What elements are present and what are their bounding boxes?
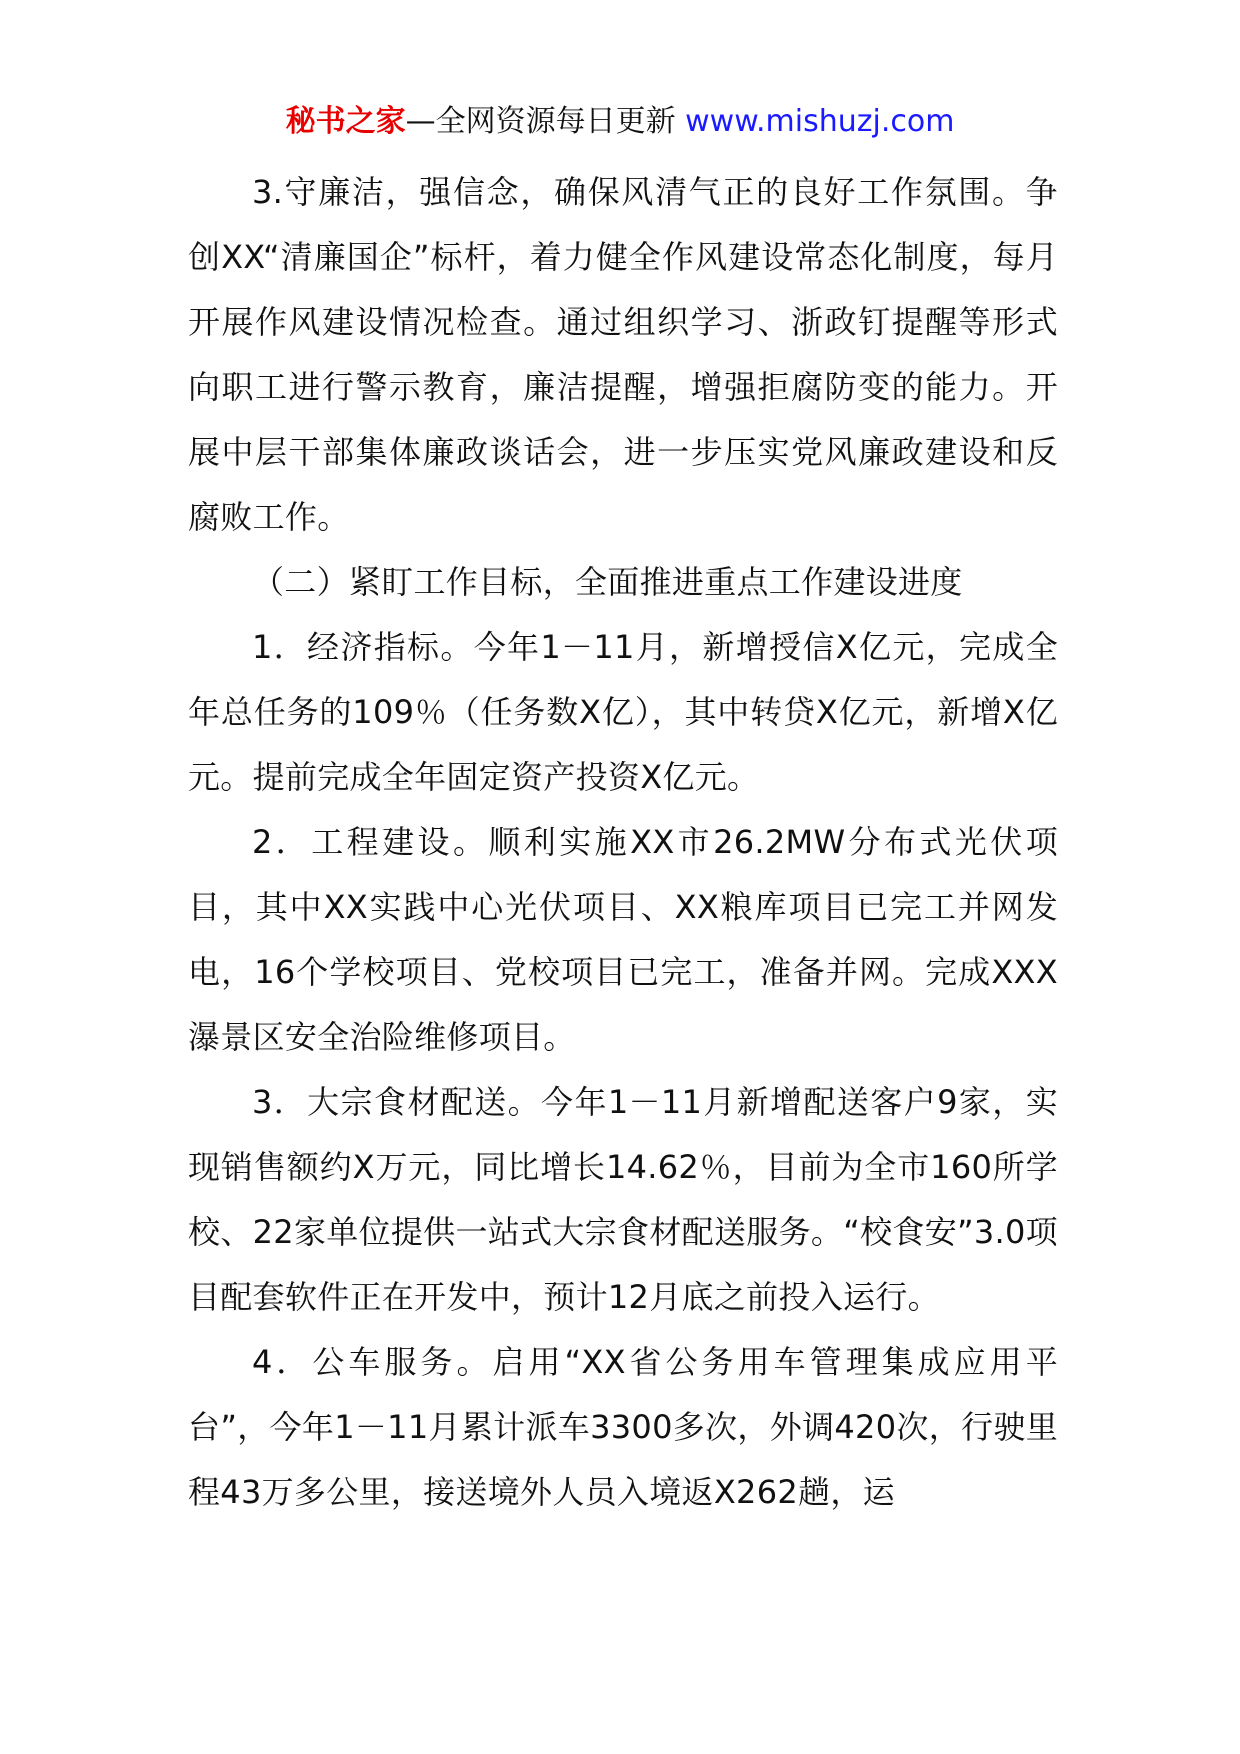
paragraph-integrity: 3.守廉洁，强信念，确保风清气正的良好工作氛围。争创XX“清廉国企”标杆，着力健全作风建设常态化制度，每月开展作风建设情况检查。通过组织学习、浙政钉提醒等形式向职工进行警示教育，廉洁提醒，增强拒腐防变的能力。开展中层干部集体廉政谈话会，进一步压实党风廉政建设和反腐败工作。 xyxy=(188,173,1058,536)
paragraph-economic-indicators: 1．经济指标。今年1－11月，新增授信X亿元，完成全年总任务的109％（任务数X亿），其中转贷X亿元，新增X亿元。提前完成全年固定资产投资X亿元。 xyxy=(188,628,1058,796)
header-tagline: —全网资源每日更新 xyxy=(405,104,686,139)
document-body xyxy=(188,160,1058,1525)
site-url-link[interactable]: www.mishuzj.com xyxy=(685,104,955,139)
brand-name: 秘书之家 xyxy=(285,104,406,139)
paragraph-food-delivery: 3．大宗食材配送。今年1－11月新增配送客户9家，实现销售额约X万元，同比增长14.62％，目前为全市160所学校、22家单位提供一站式大宗食材配送服务。“校食安”3.0项目配套软件正在开发中，预计12月底之前投入运行。 xyxy=(188,1083,1058,1316)
paragraph-vehicle-service: 4．公车服务。启用“XX省公务用车管理集成应用平台”，今年1－11月累计派车3300多次，外调420次，行驶里程43万多公里，接送境外人员入境返X262趟，运 xyxy=(188,1343,1058,1511)
site-header xyxy=(0,100,1240,144)
paragraph-engineering: 2．工程建设。顺利实施XX市26.2MW分布式光伏项目，其中XX实践中心光伏项目、XX粮库项目已完工并网发电，16个学校项目、党校项目已完工，准备并网。完成XXX瀑景区安全治险维修项目。 xyxy=(188,823,1058,1056)
section-heading-2: （二）紧盯工作目标，全面推进重点工作建设进度 xyxy=(252,563,963,601)
